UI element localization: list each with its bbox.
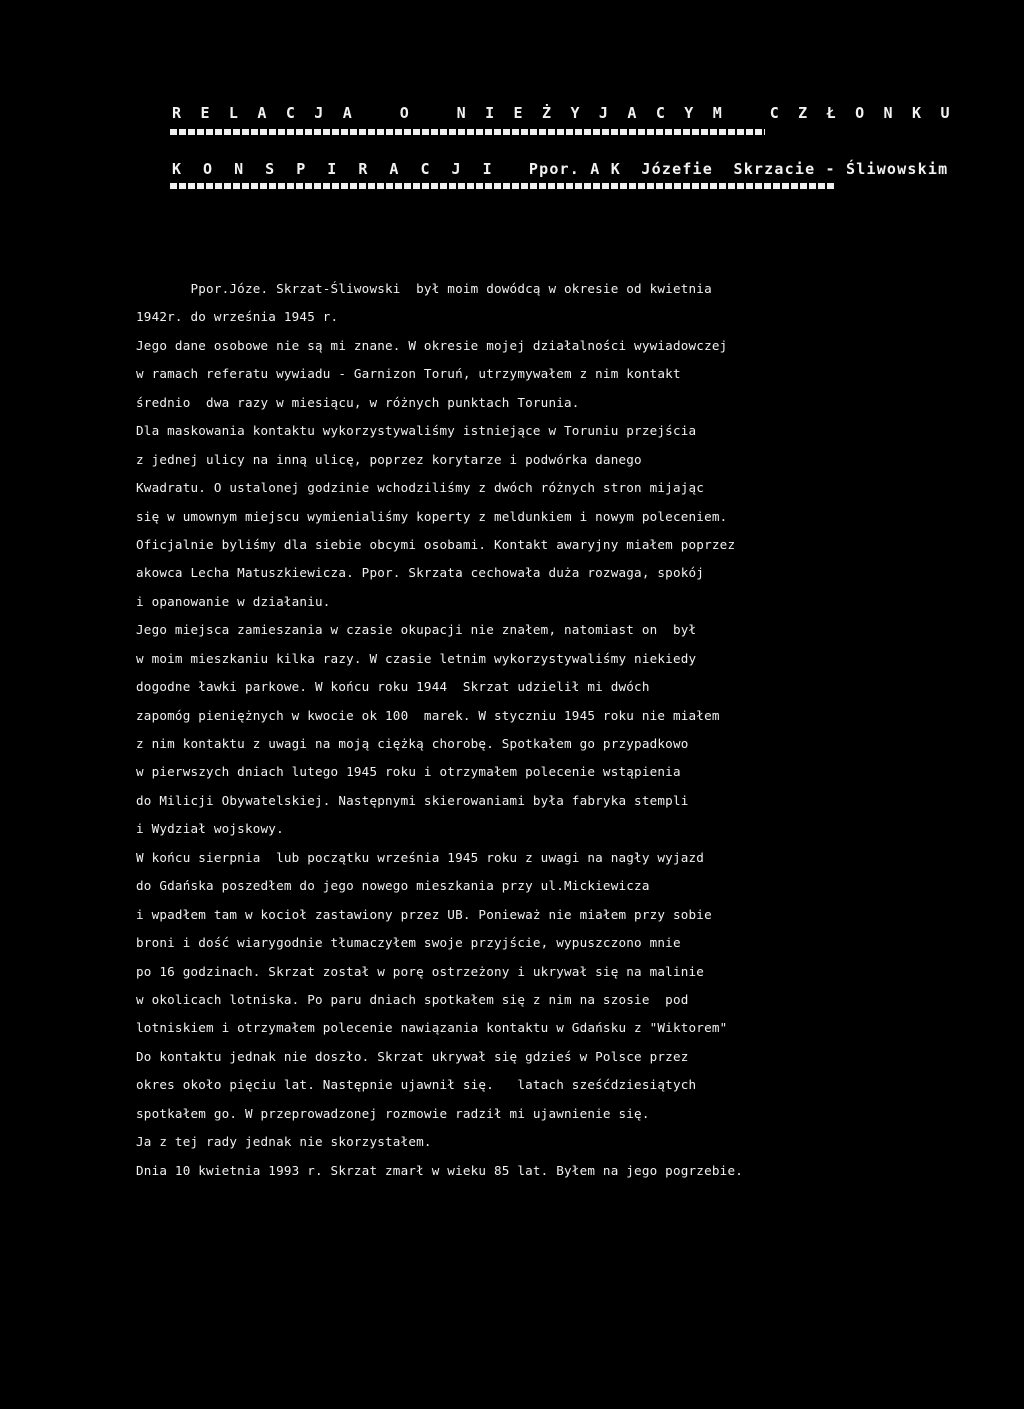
body-line: i Wydział wojskowy.: [136, 821, 284, 837]
body-line: i opanowanie w działaniu.: [136, 593, 331, 609]
body-line: do Gdańska poszedłem do jego nowego mieszkania przy ul.Mickiewicza: [136, 878, 650, 894]
body-line: akowca Lecha Matuszkiewicza. Ppor. Skrzata cechowała duża rozwaga, spokój: [136, 565, 705, 581]
body-line: w pierwszych dniach lutego 1945 roku i otrzymałem polecenie wstąpienia: [136, 764, 681, 780]
body-line: Do kontaktu jednak nie doszło. Skrzat ukrywał się gdzieś w Polsce przez: [136, 1048, 689, 1064]
body-line: Dla maskowania kontaktu wykorzystywaliśmy istniejące w Toruniu przejścia: [136, 423, 697, 439]
body-line: zapomóg pieniężnych w kwocie ok 100 marek. W styczniu 1945 roku nie miałem: [136, 707, 720, 723]
body-line: Jego dane osobowe nie są mi znane. W okresie mojej działalności wywiadowczej: [136, 337, 728, 353]
document-title-line-1: R E L A C J A O N I E Ż Y J A C Y M C Z Ł O N K U: [172, 104, 955, 122]
body-line: i wpadłem tam w kocioł zastawiony przez UB. Ponieważ nie miałem przy sobie: [136, 906, 712, 922]
body-line: W końcu sierpnia lub początku września 1945 roku z uwagi na nagły wyjazd: [136, 849, 705, 865]
body-line: Ppor.Józe. Skrzat-Śliwowski był moim dowódcą w okresie od kwietnia: [136, 281, 712, 296]
body-line: z jednej ulicy na inną ulicę, poprzez korytarze i podwórka danego: [136, 451, 642, 467]
title-person-name: Ppor. A K Józefie Skrzacie - Śliwowskim: [528, 160, 949, 178]
body-line: 1942r. do września 1945 r.: [136, 309, 339, 325]
body-line: średnio dwa razy w miesiącu, w różnych punktach Torunia.: [136, 394, 580, 410]
title-underline-2: [170, 183, 835, 189]
body-line: Kwadratu. O ustalonej godzinie wchodziliśmy z dwóch różnych stron mijając: [136, 480, 705, 496]
body-line: dogodne ławki parkowe. W końcu roku 1944 Skrzat udzielił mi dwóch: [136, 679, 650, 695]
body-line: w ramach referatu wywiadu - Garnizon Toruń, utrzymywałem z nim kontakt: [136, 366, 681, 382]
body-line: po 16 godzinach. Skrzat został w porę ostrzeżony i ukrywał się na malinie: [136, 963, 705, 979]
body-line: w moim mieszkaniu kilka razy. W czasie letnim wykorzystywaliśmy niekiedy: [136, 650, 697, 666]
body-line: broni i dość wiarygodnie tłumaczyłem swoje przyjście, wypuszczono mnie: [136, 935, 681, 951]
body-line: Ja z tej rady jednak nie skorzystałem.: [136, 1134, 432, 1150]
document-body: [136, 275, 916, 1185]
body-line: do Milicji Obywatelskiej. Następnymi skierowaniami była fabryka stempli: [136, 792, 689, 808]
body-line: lotniskiem i otrzymałem polecenie nawiązania kontaktu w Gdańsku z "Wiktorem": [136, 1020, 728, 1036]
body-line: z nim kontaktu z uwagi na moją ciężką chorobę. Spotkałem go przypadkowo: [136, 736, 689, 751]
body-line: w okolicach lotniska. Po paru dniach spotkałem się z nim na szosie pod: [136, 991, 689, 1007]
body-line: okres około pięciu lat. Następnie ujawnił się. latach sześćdziesiątych: [136, 1077, 697, 1093]
title-underline-1: [170, 129, 765, 135]
title-konspiracji: K O N S P I R A C J I: [172, 160, 499, 178]
body-line: się w umownym miejscu wymienialiśmy koperty z meldunkiem i nowym poleceniem.: [136, 508, 728, 524]
document-title-line-2: [172, 160, 948, 178]
body-line: Jego miejsca zamieszania w czasie okupacji nie znałem, natomiast on był: [136, 622, 697, 638]
body-line: Dnia 10 kwietnia 1993 r. Skrzat zmarł w wieku 85 lat. Byłem na jego pogrzebie.: [136, 1162, 744, 1178]
body-line: spotkałem go. W przeprowadzonej rozmowie radził mi ujawnienie się.: [136, 1105, 650, 1121]
body-line: Oficjalnie byliśmy dla siebie obcymi osobami. Kontakt awaryjny miałem poprzez: [136, 536, 736, 552]
